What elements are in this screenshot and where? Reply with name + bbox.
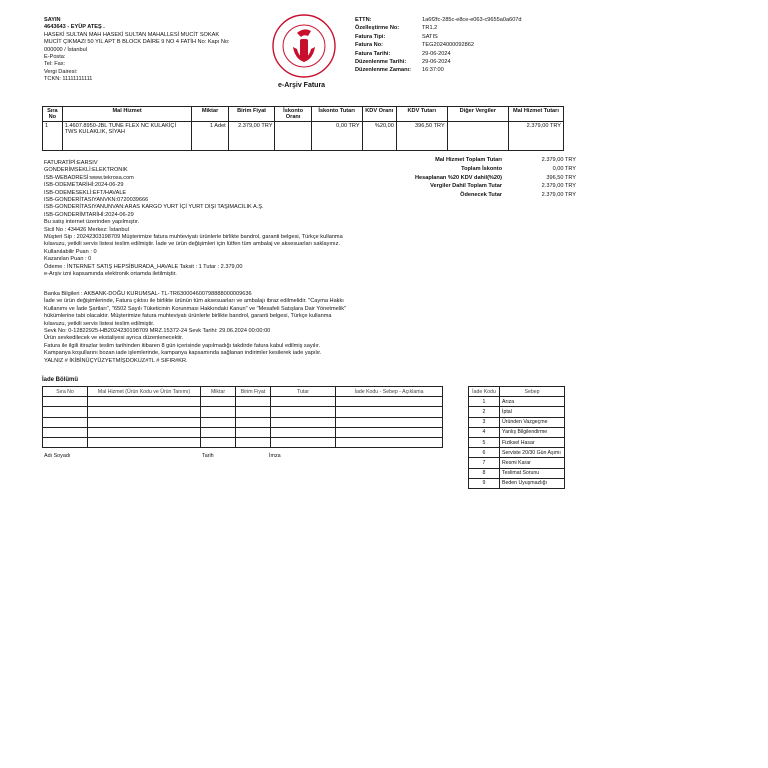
info-label: ETTN: (355, 17, 372, 23)
reason-label: Arıza (500, 397, 565, 407)
return-cell[interactable] (271, 437, 336, 447)
reason-label: Fiziksel Hasar (500, 437, 565, 447)
return-header-row (43, 387, 443, 397)
reason-code: 3 (469, 417, 500, 427)
reason-code: 8 (469, 468, 500, 478)
col-header: KDV Oranı (362, 107, 396, 122)
info-value: TEG2024000092862 (422, 42, 474, 49)
total-label: Hesaplanan %20 KDV dahil(%20) (414, 174, 502, 181)
table-cell (275, 122, 311, 151)
buyer-tax-office: Vergi Dairesi: (44, 68, 78, 75)
table-row (469, 437, 565, 447)
col-header: KDV Tutarı (396, 107, 447, 122)
table-row (43, 407, 443, 417)
info-row (355, 51, 522, 59)
note-line: hükümlerine tabi olacaktır. Müşterimize fatura muhteviyatı ürünlerle birlikte bandrol, garanti belgesi, Türkçe kullanma (44, 313, 332, 320)
return-cell[interactable] (236, 427, 271, 437)
reason-code: 9 (469, 478, 500, 488)
reason-code: 1 (469, 397, 500, 407)
total-value: 0,00 TRY (552, 165, 576, 172)
reason-label: İptal (500, 407, 565, 417)
total-value: 2.379,00 TRY (541, 192, 576, 199)
info-row (355, 34, 522, 42)
table-row (469, 468, 565, 478)
col-header: Birim Fiyat (236, 387, 271, 397)
document-type: e-Arşiv Fatura (278, 82, 326, 89)
items-table (42, 106, 564, 151)
note-line: kılavuzu, yetkili servis listesi teslim edilmiştir. (44, 320, 155, 327)
table-row (469, 417, 565, 427)
return-cell[interactable] (236, 407, 271, 417)
return-cell[interactable] (271, 407, 336, 417)
table-cell: 1.4607.8950-JBL TUNE FLEX NC KULAKİÇİ TWS KULAKLIK, SİYAH (62, 122, 192, 151)
table-row (469, 478, 565, 488)
info-value: 16:37:00 (422, 67, 444, 74)
total-label: Toplam İskonto (461, 165, 502, 172)
info-label: Fatura Tarihi: (355, 50, 391, 57)
col-header: Miktar (192, 107, 228, 122)
table-row (43, 427, 443, 437)
return-cell[interactable] (336, 397, 443, 407)
return-cell[interactable] (88, 397, 201, 407)
reason-code: 7 (469, 458, 500, 468)
invoice-info (355, 17, 522, 76)
return-cell[interactable] (201, 437, 236, 447)
buyer-tel-fax: Tel: Fax: (44, 61, 66, 68)
reason-code: 4 (469, 427, 500, 437)
total-value: 396,50 TRY (546, 174, 576, 181)
table-cell: 1 (43, 122, 63, 151)
col-header: Miktar (201, 387, 236, 397)
note-line: Kullanılabilir Puan : 0 (44, 248, 97, 255)
reason-label: Yanlış Bilgilendirme (500, 427, 565, 437)
reason-code: 5 (469, 437, 500, 447)
return-cell[interactable] (43, 417, 88, 427)
table-cell: 1 Adet (192, 122, 228, 151)
return-table (42, 386, 443, 448)
return-cell[interactable] (336, 417, 443, 427)
buyer-tckn: TCKN: 11111111111 (44, 76, 93, 83)
col-header: Diğer Vergiler (447, 107, 508, 122)
col-header: İade Kodu - Sebep - Açıklama (336, 387, 443, 397)
col-header: İskonto Oranı (275, 107, 311, 122)
table-cell: %20,00 (362, 122, 396, 151)
total-value: 2.379,00 TRY (541, 183, 576, 190)
total-label: Mal Hizmet Toplam Tutarı (435, 157, 502, 163)
return-section-title: İade Bölümü (42, 377, 79, 383)
table-row (43, 122, 564, 151)
col-header: Tutar (271, 387, 336, 397)
note-line: ISB-ODEMETARİHİ:2024-06-29 (44, 182, 124, 189)
return-reasons-table (468, 386, 565, 489)
info-row (355, 59, 522, 67)
note-line: Sicil No : 434426 Merkez: İstanbul (44, 226, 129, 233)
note-line: ISB-WEBADRESİ:www.tekrosa.com (44, 174, 134, 181)
return-cell[interactable] (43, 407, 88, 417)
return-cell[interactable] (201, 407, 236, 417)
return-cell[interactable] (271, 417, 336, 427)
col-header: Sıra No (43, 107, 63, 122)
return-cell[interactable] (236, 397, 271, 407)
col-header: Birim Fiyat (228, 107, 275, 122)
note-line: e-Arşiv izni kapsamında elektronik ortamda iletilmiştir. (44, 271, 177, 278)
info-value: 1a6f2fc-285c-e8ce-e063-c9655a0a607d (422, 17, 522, 23)
col-header: Mal Hizmet (62, 107, 192, 122)
totals-block (398, 157, 576, 201)
table-cell: 2.379,00 TRY (228, 122, 275, 151)
sign-signature-label: İmza (269, 453, 281, 459)
reason-label: Üründen Vazgeçme (500, 417, 565, 427)
return-cell[interactable] (201, 397, 236, 407)
sign-date-label: Tarih (202, 453, 214, 459)
return-cell[interactable] (336, 437, 443, 447)
table-row (43, 417, 443, 427)
table-row (469, 407, 565, 417)
info-label: Düzenlenme Zamanı: (355, 67, 411, 74)
info-label: Özelleştirme No: (355, 25, 400, 32)
table-row (469, 448, 565, 458)
return-cell[interactable] (43, 427, 88, 437)
note-line: Müşteri Sip : 20242303198709 Müşterimize fatura muhteviyatı ürünlerle birlikte bandrol, garanti belgesi, Türkçe kullanma (44, 234, 343, 241)
invoice-notes (44, 160, 384, 279)
return-cell[interactable] (201, 427, 236, 437)
note-line: ISB-GONDERİTASIYANVKN:0720039666 (44, 197, 149, 204)
note-line: Ürün sevkedilecek ve ekstaliyesi ayrıca düzenlenecektir. (44, 335, 184, 342)
buyer-address-line: HASEKİ SULTAN MAH HASEKİ SULTAN MAHALLESİ MUCİT SOKAK (44, 31, 220, 38)
reason-label: Teslimat Sorunu (500, 468, 565, 478)
note-line: GONDERİMSEKLİ:ELEKTRONIK (44, 167, 128, 174)
total-value: 2.379,00 TRY (541, 157, 576, 163)
note-line: ISB-GONDERİMTARİHİ:2024-06-29 (44, 211, 134, 218)
reason-label: Resmi Karar (500, 458, 565, 468)
info-label: Fatura No: (355, 42, 383, 49)
return-cell[interactable] (236, 437, 271, 447)
items-header-row (43, 107, 564, 122)
info-value: 29-06-2024 (422, 58, 451, 65)
note-line: FATURATİPİ:EARSIV (44, 160, 98, 166)
buyer-block (44, 17, 254, 84)
table-cell: 396,50 TRY (396, 122, 447, 151)
table-row (43, 437, 443, 447)
return-cell[interactable] (88, 437, 201, 447)
note-line: İade ve ürün değişimlerinde, Fatura çıktısı ile birlikte ürünün tüm aksesuarları ve ambalajı ibraz edilmelidir. "Cayma Hakkı (44, 298, 344, 305)
buyer-address-line: 000000 / İstanbul (44, 46, 87, 53)
reason-code: 2 (469, 407, 500, 417)
table-row (469, 458, 565, 468)
col-header: Mal Hizmet Tutarı (508, 107, 563, 122)
col-header: Sebep (500, 387, 565, 397)
note-line: Kampanya koşullarını bozan iade işlemlerinde, kampanya kapsamında sağlanan indirimler kesilerek iade yapılır. (44, 350, 322, 357)
info-row (355, 67, 522, 75)
return-cell[interactable] (88, 427, 201, 437)
invoice-notes-secondary (44, 291, 384, 365)
info-value: SATIS (422, 33, 438, 40)
return-cell[interactable] (336, 427, 443, 437)
return-cell[interactable] (271, 427, 336, 437)
total-label: Vergiler Dahil Toplam Tutar (430, 183, 502, 190)
reason-label: Beden Uyuşmazlığı (500, 478, 565, 488)
col-header: İskonto Tutarı (311, 107, 362, 122)
table-cell: 0,00 TRY (311, 122, 362, 151)
buyer-email: E-Posta: (44, 54, 66, 61)
note-line: Kazanılan Puan : 0 (44, 256, 92, 263)
buyer-name: 4643643 - EYÜP ATEŞ . (44, 24, 105, 31)
total-row (398, 166, 576, 175)
note-line: ISB-GONDERİTASIYANUNVAN:ARAS KARGO YURT İÇİ YURT DIŞI TAŞIMACILIK A.Ş. (44, 204, 264, 211)
note-line: ISB-ODEMESEKLİ:EFT/HAVALE (44, 189, 127, 196)
total-row (398, 157, 576, 166)
col-header: Mal Hizmet (Ürün Kodu ve Ürün Tanımı) (88, 387, 201, 397)
table-row (469, 427, 565, 437)
note-line: Sevk No: 0-12822925-HB2024230198709 MRZ.15372-24 Sevk Tarihi: 29.06.2024 00:00:00 (44, 328, 271, 335)
note-line: kılavuzu, yetkili servis listesi teslim edilmiştir. İade ve ürün değişimleri için lütfen tüm ambalaj ve aksesuarları saklayınız. (44, 241, 340, 248)
return-cell[interactable] (43, 437, 88, 447)
buyer-salutation: SAYIN (44, 17, 61, 23)
note-line: Bu satış internet üzerinden yapılmıştır. (44, 219, 140, 226)
sign-name-label: Adı Soyadı (44, 453, 71, 459)
col-header: İade Kodu (469, 387, 500, 397)
total-label: Ödenecek Tutar (460, 192, 502, 199)
table-cell: 2.379,00 TRY (508, 122, 563, 151)
table-row (43, 397, 443, 407)
info-label: Fatura Tipi: (355, 33, 386, 40)
return-cell[interactable] (43, 397, 88, 407)
total-row (398, 175, 576, 184)
info-value: 29-06-2024 (422, 50, 451, 57)
info-row (355, 42, 522, 50)
info-row (355, 25, 522, 33)
note-line: Fatura ile ilgili itirazlar teslim tarihinden itibaren 8 gün içerisinde yapılmadığı takdirde fatura kabul edilmiş sayılır. (44, 342, 321, 349)
return-cell[interactable] (336, 407, 443, 417)
return-cell[interactable] (271, 397, 336, 407)
reason-label: Serviste 20/30 Gün Aşımı (500, 448, 565, 458)
return-cell[interactable] (236, 417, 271, 427)
return-cell[interactable] (88, 417, 201, 427)
buyer-address-line: MUCİT ÇIKMAZI 50 YIL APT B BLOCK DAİRE 9 NO 4 FATİH No: Kapı No: (44, 39, 230, 46)
note-line: Banka Bilgileri : AKBANK-DOĞU KURUMSAL- TL-TR630004600798888000009636 (44, 291, 252, 297)
note-line: Ödeme : İNTERNET SATIŞ HEPSİBURADA_HAVALE Taksit : 1 Tutar : 2.379,00 (44, 263, 243, 270)
reasons-header-row (469, 387, 565, 397)
return-cell[interactable] (201, 417, 236, 427)
info-value: TR1.2 (422, 25, 438, 32)
note-line: YALNIZ # İKİBİNÜÇYÜZYETMİŞDOKUZ#TL # SIFIR#KR. (44, 357, 188, 364)
gib-logo-icon (271, 13, 337, 79)
reason-code: 6 (469, 448, 500, 458)
total-row (398, 192, 576, 201)
info-label: Düzenlenme Tarihi: (355, 58, 407, 65)
table-row (469, 397, 565, 407)
col-header: Sıra No (43, 387, 88, 397)
return-cell[interactable] (88, 407, 201, 417)
table-cell (447, 122, 508, 151)
total-row (398, 183, 576, 192)
note-line: Kullanımı ve İade Şartları", "6502 Sayılı Tüketicinin Korunması Hakkındaki Kanun" ve "Mesafeli Satışlara Dair Yönetmelik" (44, 305, 346, 312)
